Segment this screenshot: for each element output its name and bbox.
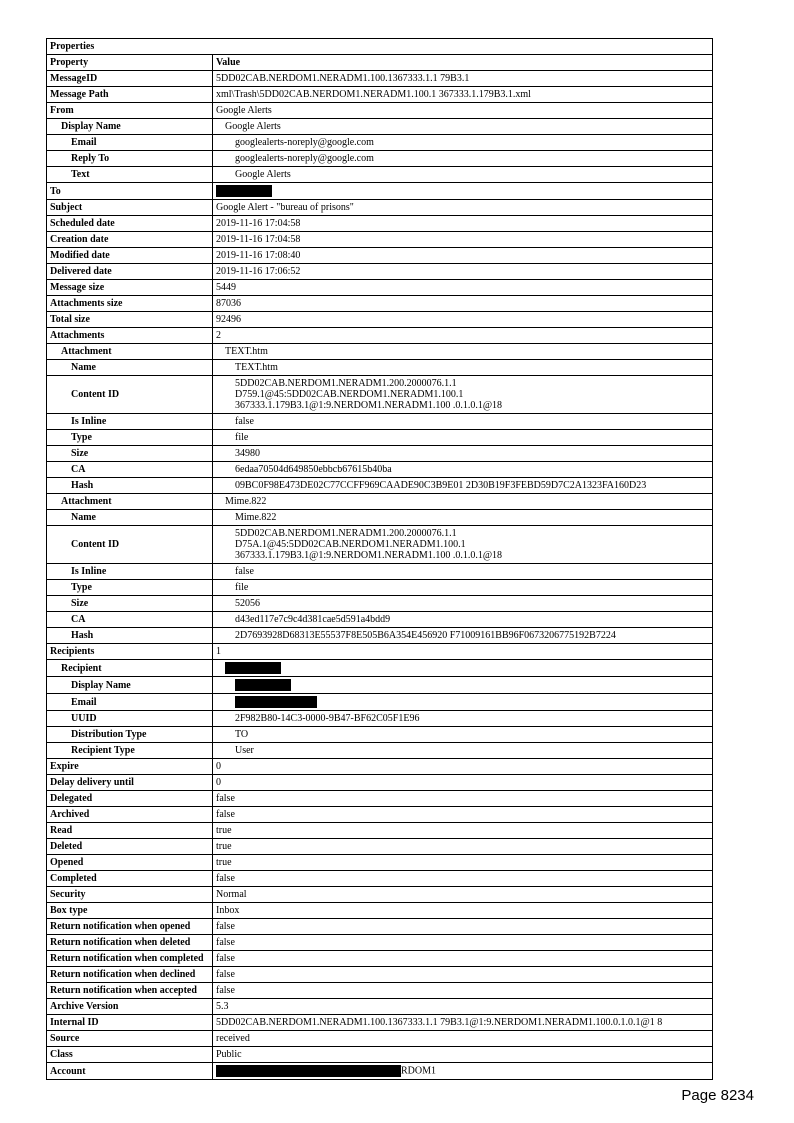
property-row bbox=[47, 823, 713, 839]
property-label: Distribution Type bbox=[47, 727, 213, 743]
property-value: Google Alerts bbox=[213, 167, 713, 183]
property-row bbox=[47, 39, 713, 55]
properties-table-body bbox=[47, 39, 713, 1080]
property-label: Content ID bbox=[47, 376, 213, 414]
property-value: 2019-11-16 17:04:58 bbox=[213, 216, 713, 232]
property-label: Return notification when deleted bbox=[47, 935, 213, 951]
property-value: Inbox bbox=[213, 903, 713, 919]
property-label: Name bbox=[47, 510, 213, 526]
property-value: false bbox=[213, 951, 713, 967]
property-value: false bbox=[213, 935, 713, 951]
property-label: Reply To bbox=[47, 151, 213, 167]
redaction-block bbox=[235, 679, 291, 691]
property-value: User bbox=[213, 743, 713, 759]
property-row bbox=[47, 216, 713, 232]
property-label: To bbox=[47, 183, 213, 200]
property-row bbox=[47, 119, 713, 135]
property-row bbox=[47, 200, 713, 216]
property-value: false bbox=[213, 414, 713, 430]
property-row bbox=[47, 580, 713, 596]
property-row bbox=[47, 967, 713, 983]
property-value bbox=[213, 660, 713, 677]
property-label: Completed bbox=[47, 871, 213, 887]
property-value: Value bbox=[213, 55, 713, 71]
property-row bbox=[47, 1015, 713, 1031]
property-row bbox=[47, 248, 713, 264]
property-row bbox=[47, 791, 713, 807]
property-value: Public bbox=[213, 1047, 713, 1063]
property-value: 09BC0F98E473DE02C77CCFF969CAADE90C3B9E01 2D30B19F3FEBD59D7C2A1323FA160D23 bbox=[213, 478, 713, 494]
property-row bbox=[47, 462, 713, 478]
property-label: From bbox=[47, 103, 213, 119]
property-value: 2019-11-16 17:06:52 bbox=[213, 264, 713, 280]
property-row bbox=[47, 446, 713, 462]
property-label: Read bbox=[47, 823, 213, 839]
property-row bbox=[47, 1031, 713, 1047]
property-row bbox=[47, 1063, 713, 1080]
property-label: Message size bbox=[47, 280, 213, 296]
property-label: Properties bbox=[47, 39, 713, 55]
property-label: Return notification when completed bbox=[47, 951, 213, 967]
property-label: Opened bbox=[47, 855, 213, 871]
property-label: Source bbox=[47, 1031, 213, 1047]
property-row bbox=[47, 430, 713, 446]
property-label: Scheduled date bbox=[47, 216, 213, 232]
property-label: CA bbox=[47, 612, 213, 628]
property-label: Recipient Type bbox=[47, 743, 213, 759]
property-value: 0 bbox=[213, 759, 713, 775]
property-row bbox=[47, 344, 713, 360]
property-value: googlealerts-noreply@google.com bbox=[213, 151, 713, 167]
property-label: Name bbox=[47, 360, 213, 376]
property-value: 5DD02CAB.NERDOM1.NERADM1.200.2000076.1.1 D75A.1@45:5DD02CAB.NERDOM1.NERADM1.100.1 367333.1.179B3.1@1:9.NERDOM1.NERADM1.100 .0.1.0.1@18 bbox=[213, 526, 713, 564]
property-label: Size bbox=[47, 596, 213, 612]
property-row bbox=[47, 855, 713, 871]
property-value: received bbox=[213, 1031, 713, 1047]
property-row bbox=[47, 564, 713, 580]
property-label: Display Name bbox=[47, 677, 213, 694]
property-label: Internal ID bbox=[47, 1015, 213, 1031]
property-value: TEXT.htm bbox=[213, 344, 713, 360]
property-value: true bbox=[213, 855, 713, 871]
property-label: Expire bbox=[47, 759, 213, 775]
property-row bbox=[47, 644, 713, 660]
redaction-block bbox=[235, 696, 317, 708]
property-label: Archive Version bbox=[47, 999, 213, 1015]
property-value: d43ed117e7c9c4d381cae5d591a4bdd9 bbox=[213, 612, 713, 628]
property-value: Google Alerts bbox=[213, 103, 713, 119]
property-label: Email bbox=[47, 135, 213, 151]
property-row bbox=[47, 903, 713, 919]
property-label: Is Inline bbox=[47, 564, 213, 580]
property-label: Recipients bbox=[47, 644, 213, 660]
property-label: Delay delivery until bbox=[47, 775, 213, 791]
property-value: 2019-11-16 17:08:40 bbox=[213, 248, 713, 264]
property-label: Delegated bbox=[47, 791, 213, 807]
property-label: Total size bbox=[47, 312, 213, 328]
property-value: 2D7693928D68313E55537F8E505B6A354E456920 F71009161BB96F0673206775192B7224 bbox=[213, 628, 713, 644]
property-label: Account bbox=[47, 1063, 213, 1080]
property-value: 6edaa70504d649850ebbcb67615b40ba bbox=[213, 462, 713, 478]
property-row bbox=[47, 183, 713, 200]
property-row bbox=[47, 807, 713, 823]
property-value: 0 bbox=[213, 775, 713, 791]
property-row bbox=[47, 328, 713, 344]
property-label: Message Path bbox=[47, 87, 213, 103]
property-value: false bbox=[213, 564, 713, 580]
property-row bbox=[47, 103, 713, 119]
property-label: Size bbox=[47, 446, 213, 462]
property-label: Attachment bbox=[47, 494, 213, 510]
property-row bbox=[47, 743, 713, 759]
property-row bbox=[47, 983, 713, 999]
property-row bbox=[47, 660, 713, 677]
property-row bbox=[47, 280, 713, 296]
property-row bbox=[47, 612, 713, 628]
property-label: Return notification when accepted bbox=[47, 983, 213, 999]
property-row bbox=[47, 711, 713, 727]
property-value: TEXT.htm bbox=[213, 360, 713, 376]
property-row bbox=[47, 414, 713, 430]
property-value bbox=[213, 694, 713, 711]
property-value: 92496 bbox=[213, 312, 713, 328]
property-label: Attachments size bbox=[47, 296, 213, 312]
property-row bbox=[47, 55, 713, 71]
property-row bbox=[47, 312, 713, 328]
property-value: 5.3 bbox=[213, 999, 713, 1015]
property-label: Return notification when declined bbox=[47, 967, 213, 983]
property-value: Mime.822 bbox=[213, 510, 713, 526]
property-label: Security bbox=[47, 887, 213, 903]
property-row bbox=[47, 264, 713, 280]
property-label: Text bbox=[47, 167, 213, 183]
property-label: Display Name bbox=[47, 119, 213, 135]
property-label: Recipient bbox=[47, 660, 213, 677]
property-value-text: RDOM1 bbox=[401, 1065, 437, 1077]
property-label: Delivered date bbox=[47, 264, 213, 280]
property-value: true bbox=[213, 823, 713, 839]
property-row bbox=[47, 628, 713, 644]
property-row bbox=[47, 478, 713, 494]
property-label: MessageID bbox=[47, 71, 213, 87]
property-value: false bbox=[213, 967, 713, 983]
property-label: Attachment bbox=[47, 344, 213, 360]
property-value: Normal bbox=[213, 887, 713, 903]
property-value: file bbox=[213, 580, 713, 596]
property-value bbox=[213, 1063, 713, 1080]
redaction-block bbox=[216, 1065, 401, 1077]
property-label: Content ID bbox=[47, 526, 213, 564]
property-value: false bbox=[213, 807, 713, 823]
property-label: Creation date bbox=[47, 232, 213, 248]
property-value: 1 bbox=[213, 644, 713, 660]
property-value: Google Alerts bbox=[213, 119, 713, 135]
property-row bbox=[47, 887, 713, 903]
property-row bbox=[47, 919, 713, 935]
property-value: 2 bbox=[213, 328, 713, 344]
property-label: Box type bbox=[47, 903, 213, 919]
property-row bbox=[47, 360, 713, 376]
property-value: TO bbox=[213, 727, 713, 743]
property-row bbox=[47, 596, 713, 612]
property-value: googlealerts-noreply@google.com bbox=[213, 135, 713, 151]
property-row bbox=[47, 775, 713, 791]
property-value: 34980 bbox=[213, 446, 713, 462]
property-row bbox=[47, 296, 713, 312]
property-row bbox=[47, 526, 713, 564]
property-label: Email bbox=[47, 694, 213, 711]
property-value: 2F982B80-14C3-0000-9B47-BF62C05F1E96 bbox=[213, 711, 713, 727]
property-value bbox=[213, 677, 713, 694]
property-label: Type bbox=[47, 580, 213, 596]
property-value: 5449 bbox=[213, 280, 713, 296]
property-row bbox=[47, 494, 713, 510]
property-row bbox=[47, 839, 713, 855]
property-value: 52056 bbox=[213, 596, 713, 612]
property-row bbox=[47, 71, 713, 87]
property-row bbox=[47, 151, 713, 167]
property-row bbox=[47, 935, 713, 951]
property-row bbox=[47, 694, 713, 711]
property-value: false bbox=[213, 983, 713, 999]
property-row bbox=[47, 376, 713, 414]
property-value bbox=[213, 183, 713, 200]
property-row bbox=[47, 951, 713, 967]
property-row bbox=[47, 232, 713, 248]
redaction-block bbox=[225, 662, 281, 674]
property-label: CA bbox=[47, 462, 213, 478]
property-label: Deleted bbox=[47, 839, 213, 855]
property-label: Class bbox=[47, 1047, 213, 1063]
property-label: UUID bbox=[47, 711, 213, 727]
property-value: false bbox=[213, 919, 713, 935]
property-value: 87036 bbox=[213, 296, 713, 312]
property-row bbox=[47, 510, 713, 526]
property-value: file bbox=[213, 430, 713, 446]
property-label: Return notification when opened bbox=[47, 919, 213, 935]
property-label: Archived bbox=[47, 807, 213, 823]
property-label: Property bbox=[47, 55, 213, 71]
property-value: Mime.822 bbox=[213, 494, 713, 510]
property-value: true bbox=[213, 839, 713, 855]
property-row bbox=[47, 167, 713, 183]
property-label: Is Inline bbox=[47, 414, 213, 430]
property-row bbox=[47, 727, 713, 743]
property-row bbox=[47, 1047, 713, 1063]
property-value: xml\Trash\5DD02CAB.NERDOM1.NERADM1.100.1 367333.1.179B3.1.xml bbox=[213, 87, 713, 103]
property-row bbox=[47, 871, 713, 887]
property-value: 5DD02CAB.NERDOM1.NERADM1.100.1367333.1.1 79B3.1 bbox=[213, 71, 713, 87]
property-row bbox=[47, 999, 713, 1015]
property-value: 2019-11-16 17:04:58 bbox=[213, 232, 713, 248]
property-row bbox=[47, 135, 713, 151]
property-value: false bbox=[213, 791, 713, 807]
property-label: Attachments bbox=[47, 328, 213, 344]
property-value: 5DD02CAB.NERDOM1.NERADM1.100.1367333.1.1 79B3.1@1:9.NERDOM1.NERADM1.100.0.1.0.1@1 8 bbox=[213, 1015, 713, 1031]
property-label: Subject bbox=[47, 200, 213, 216]
redaction-block bbox=[216, 185, 272, 197]
page-number: Page 8234 bbox=[681, 1087, 754, 1104]
property-label: Hash bbox=[47, 478, 213, 494]
property-value: false bbox=[213, 871, 713, 887]
property-row bbox=[47, 87, 713, 103]
property-value: Google Alert - "bureau of prisons" bbox=[213, 200, 713, 216]
property-row bbox=[47, 759, 713, 775]
property-label: Type bbox=[47, 430, 213, 446]
property-label: Hash bbox=[47, 628, 213, 644]
property-value: 5DD02CAB.NERDOM1.NERADM1.200.2000076.1.1 D759.1@45:5DD02CAB.NERDOM1.NERADM1.100.1 367333.1.179B3.1@1:9.NERDOM1.NERADM1.100 .0.1.0.1@18 bbox=[213, 376, 713, 414]
properties-table bbox=[46, 38, 713, 1080]
property-row bbox=[47, 677, 713, 694]
property-label: Modified date bbox=[47, 248, 213, 264]
